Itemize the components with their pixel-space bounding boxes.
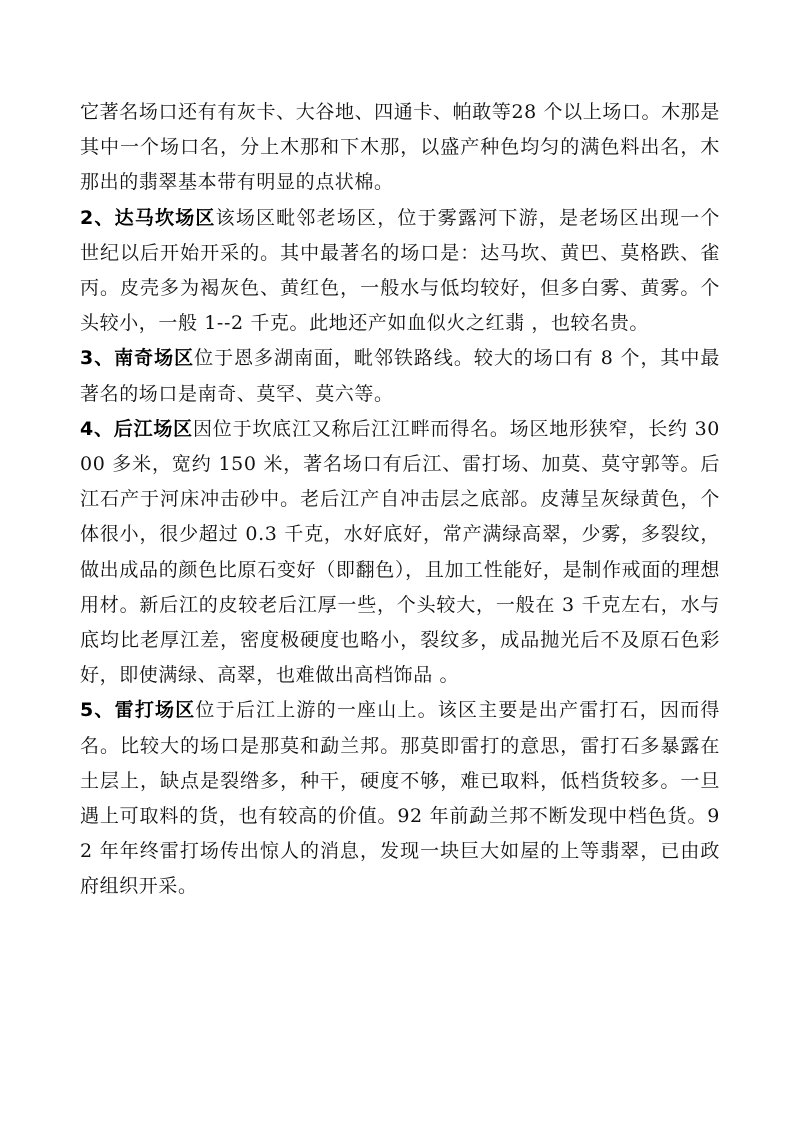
paragraph-text: 位于后江上游的一座山上。该区主要是出产雷打石，因而得名。比较大的场口是那莫和勐兰邦。那莫即雷打的意思，雷打石多暴露在土层上，缺点是裂绺多，种干，硬度不够，难已取料，低档货较多。一旦遇上可取料的货，也有较高的价值。92 年前勐兰邦不断发现中档色货。92 年年终雷打场传出惊人的消息，发现一块巨大如屋的上等翡翠，已由政府组织开采。 [80, 699, 720, 898]
section-heading: 5、雷打场区 [80, 699, 196, 722]
section-heading: 3、南奇场区 [80, 347, 195, 370]
paragraph-houjiang [80, 412, 720, 694]
section-heading: 2、达马坎场区 [80, 206, 216, 229]
paragraph-damakan [80, 201, 720, 342]
paragraph-text: 位于恩多湖南面，毗邻铁路线。较大的场口有 8 个，其中最著名的场口是南奇、莫罕、莫六等。 [80, 347, 720, 405]
section-heading: 4、后江场区 [80, 417, 193, 440]
paragraph-text: 它著名场口还有有灰卡、大谷地、四通卡、帕敢等28 个以上场口。木那是其中一个场口名，分上木那和下木那，以盛产种色均匀的满色料出名，木那出的翡翠基本带有明显的点状棉。 [80, 101, 720, 194]
paragraph-nanqi [80, 341, 720, 411]
document-page [80, 95, 720, 905]
paragraph-text: 因位于坎底江又称后江江畔而得名。场区地形狭窄，长约 3000 多米，宽约 150 米，著名场口有后江、雷打场、加莫、莫守郭等。后江石产于河床冲击砂中。老后江产自冲击层之底部。皮薄呈灰绿黄色，个体很小，很少超过 0.3 千克，水好底好，常产满绿高翠，少雾，多裂纹，做出成品的颜色比原石变好（即翻色），且加工性能好，是制作戒面的理想用材。新后江的皮较老后江厚一些，个头较大，一般在 3 千克左右，水与底均比老厚江差，密度极硬度也略小，裂纹多，成品抛光后不及原石色彩好，即使满绿、高翠，也难做出高档饰品 。 [80, 417, 720, 687]
paragraph-text: 该场区毗邻老场区，位于雾露河下游，是老场区出现一个世纪以后开始开采的。其中最著名的场口是：达马坎、黄巴、莫格跌、雀丙。皮壳多为褐灰色、黄红色，一般水与低均较好，但多白雾、黄雾。个头较小，一般 1--2 千克。此地还产如血似火之红翡 ，也较名贵。 [80, 206, 720, 335]
paragraph-leida [80, 693, 720, 904]
paragraph-continued [80, 95, 720, 201]
